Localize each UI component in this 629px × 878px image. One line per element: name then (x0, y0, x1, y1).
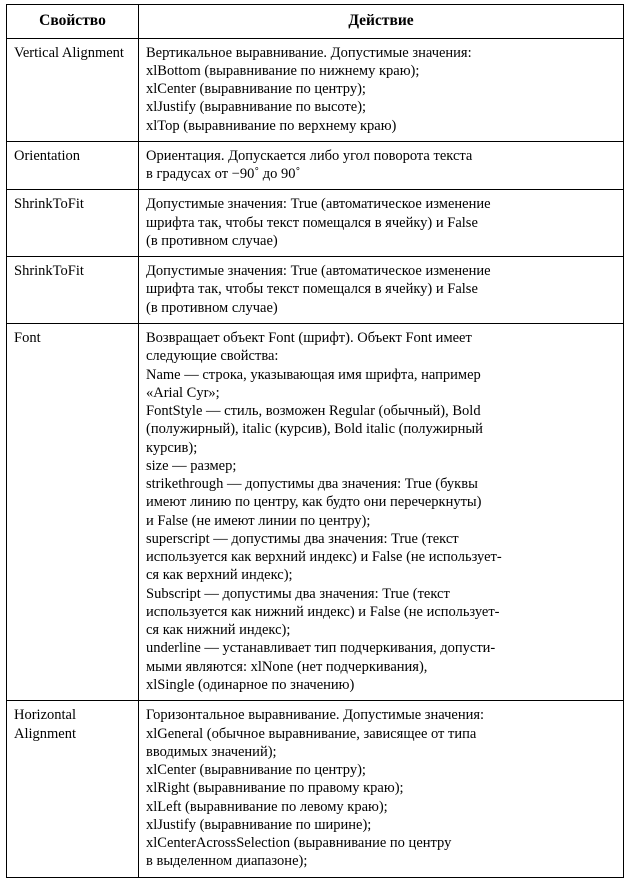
table-row (7, 323, 624, 700)
property-name: ShrinkToFit (7, 190, 139, 257)
properties-table (6, 4, 624, 878)
property-description: Вертикальное выравнивание. Допустимые значения: xlBottom (выравнивание по нижнему краю); xlCenter (выравнивание по центру); xlJustify (выравнивание по высоте); xlTop (выравнивание по верхнему краю) (139, 38, 624, 141)
table-row (7, 141, 624, 190)
table-row (7, 257, 624, 324)
property-name: Vertical Alignment (7, 38, 139, 141)
property-description: Допустимые значения: True (автоматическое изменение шрифта так, чтобы текст помещался в ячейку) и False (в противном случае) (139, 257, 624, 324)
table-row (7, 38, 624, 141)
property-description: Возвращает объект Font (шрифт). Объект Font имеет следующие свойства: Name — строка, указывающая имя шрифта, например «Arial Cyr»; FontStyle — стиль, возможен Regular (обычный), Bold (полужирный), italic (курсив), Bold italic (полужирный курсив); size — размер; strikethrough — допустимы два значения: True (буквы имеют линию по центру, как будто они перечеркнуты) и False (не имеют линии по центру); superscript — допустимы два значения: True (текст используется как верхний индекс) и False (не использует- ся как верхний индекс); Subscript — допустимы два значения: True (текст используется как нижний индекс) и False (не использует- ся как нижний индекс); underline — устанавливает тип подчеркивания, допусти- мыми являются: xlNone (нет подчеркивания), xlSingle (одинарное по значению) (139, 323, 624, 700)
property-description: Ориентация. Допускается либо угол поворота текста в градусах от −90˚ до 90˚ (139, 141, 624, 190)
property-name: Horizontal Alignment (7, 701, 139, 877)
table-row (7, 190, 624, 257)
column-header-action: Действие (139, 5, 624, 39)
column-header-property: Свойство (7, 5, 139, 39)
property-description: Горизонтальное выравнивание. Допустимые значения: xlGeneral (обычное выравнивание, зависящее от типа вводимых значений); xlCenter (выравнивание по центру); xlRight (выравнивание по правому краю); xlLeft (выравнивание по левому краю); xlJustify (выравнивание по ширине); xlCenterAcrossSelection (выравнивание по центру в выделенном диапазоне); (139, 701, 624, 877)
property-description: Допустимые значения: True (автоматическое изменение шрифта так, чтобы текст помещался в ячейку) и False (в противном случае) (139, 190, 624, 257)
table-body (7, 38, 624, 877)
property-name: Orientation (7, 141, 139, 190)
table-row (7, 701, 624, 877)
table-header-row (7, 5, 624, 39)
property-name: Font (7, 323, 139, 700)
property-name: ShrinkToFit (7, 257, 139, 324)
